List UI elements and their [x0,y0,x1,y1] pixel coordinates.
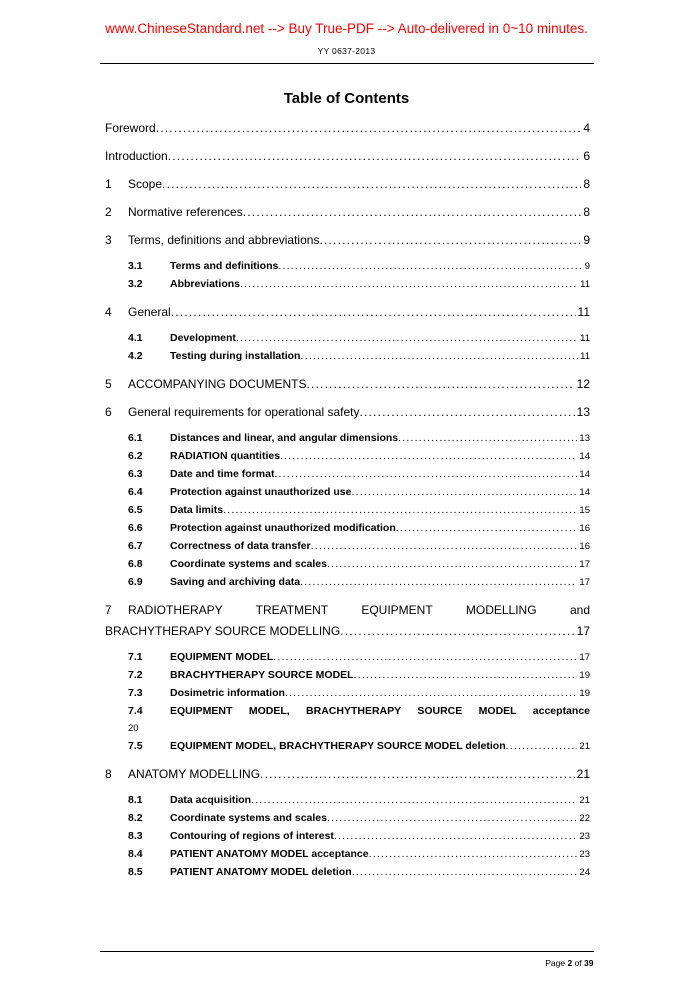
toc-leader-dots [311,540,578,553]
toc-entry-page: 14 [579,451,590,462]
toc-entry-page: 11 [580,351,590,362]
toc-leader-dots [334,830,578,843]
toc-entry-number: 7.4 [128,705,143,717]
toc-leader-dots [236,332,578,345]
toc-entry-label: EQUIPMENT MODEL, BRACHYTHERAPY SOURCE MODEL acceptance [170,705,590,717]
toc-entry-page: 11 [577,305,590,319]
toc-entry-page: 17 [579,559,590,570]
toc-entry[interactable] [105,350,590,363]
toc-entry-page: 9 [584,261,590,272]
footer-of-label: of [574,958,582,968]
toc-entry-label: Terms and definitions [170,260,279,272]
toc-leader-dots [351,486,577,499]
toc-entry-number: 8.3 [128,830,143,842]
toc-leader-dots [240,278,578,291]
toc-entry-label: Data acquisition [170,794,252,806]
toc-entry-label: PATIENT ANATOMY MODEL deletion [170,866,352,878]
toc-entry-label: RADIOTHERAPY TREATMENT EQUIPMENT MODELLING and [128,603,590,617]
toc-entry-label: Coordinate systems and scales [170,558,327,570]
toc-entry[interactable] [105,558,590,571]
toc-entry-label: General requirements for operational safety [128,405,360,419]
toc-entry-label: Data limits [170,504,224,516]
toc-entry-page: 14 [579,469,590,480]
toc-entry[interactable] [105,450,590,463]
toc-entry-number: 4.2 [128,350,143,362]
toc-entry-number: 2 [105,205,112,219]
toc-entry-label: Introduction [105,149,168,163]
toc-entry-page: 23 [579,831,590,842]
toc-entry-number: 7 [105,603,112,617]
toc-leader-dots [260,767,575,781]
toc-entry-page: 9 [583,233,590,247]
toc-entry-page: 21 [579,741,590,752]
toc-entry-label: Protection against unauthorized use [170,486,352,498]
toc-entry-page: 8 [583,205,590,219]
toc-entry[interactable] [105,432,590,445]
toc-entry-page: 8 [583,177,590,191]
footer-page-label: Page [545,958,566,968]
toc-entry-label: Contouring of regions of interest [170,830,334,842]
toc-entry[interactable] [105,848,590,861]
toc-entry[interactable] [105,305,590,319]
toc-leader-dots [306,377,574,391]
toc-leader-dots [396,522,578,535]
toc-leader-dots [273,651,577,664]
footer-current-page: 2 [567,958,573,968]
toc-leader-dots [223,504,577,517]
toc-entry-number: 8.5 [128,866,143,878]
toc-entry[interactable] [105,486,590,499]
toc-entry-line [105,624,590,638]
toc-entry[interactable] [105,603,590,638]
toc-entry-page: 16 [579,523,590,534]
toc-leader-dots [168,149,582,163]
toc-entry-page: 19 [579,670,590,681]
toc-entry-number: 6.3 [128,468,143,480]
toc-entry-label: Normative references [128,205,243,219]
toc-entry-number: 6.6 [128,522,143,534]
toc-entry-number: 8.2 [128,812,143,824]
toc-leader-dots [274,468,577,481]
toc-entry[interactable] [105,177,590,191]
toc-entry[interactable] [105,121,590,135]
toc-entry[interactable] [105,866,590,879]
toc-entry[interactable] [105,377,590,391]
toc-entry[interactable] [105,149,590,163]
toc-entry-page: 23 [579,849,590,860]
footer-divider [100,951,594,952]
toc-entry-line [105,603,590,617]
toc-entry[interactable] [105,740,590,753]
toc-entry-label: Dosimetric information [170,687,285,699]
toc-entry-number: 3.1 [128,260,143,272]
toc-entry-page: 4 [583,121,590,135]
toc-entry-page: 12 [576,377,590,391]
toc-entry-label: Distances and linear, and angular dimensions [170,432,399,444]
toc-title: Table of Contents [283,90,410,107]
toc-entry-page: 17 [579,652,590,663]
toc-entry-page: 20 [128,723,139,734]
toc-entry[interactable] [105,468,590,481]
toc-entry[interactable] [105,522,590,535]
toc-entry-number: 6.9 [128,576,143,588]
toc-entry[interactable] [105,669,590,682]
toc-leader-dots [340,624,574,638]
header-divider [100,63,594,64]
toc-entry-page: 16 [579,541,590,552]
toc-entry-label: RADIATION quantities [170,450,281,462]
toc-leader-dots [251,794,577,807]
toc-entry-page: 13 [579,433,590,444]
toc-entry-page: 15 [579,505,590,516]
toc-entry[interactable] [105,812,590,825]
toc-entry-page: 11 [580,279,590,290]
toc-entry-page: 17 [576,624,590,638]
toc-entry-label: Testing during installation [170,350,301,362]
toc-leader-dots [300,350,578,363]
toc-entry-number: 3 [105,233,112,247]
toc-entry[interactable] [105,576,590,589]
toc-entry-number: 5 [105,377,112,391]
toc-list [105,121,590,879]
toc-entry-number: 7.1 [128,651,143,663]
toc-entry-label: PATIENT ANATOMY MODEL acceptance [170,848,369,860]
toc-entry-label: Date and time format [170,468,275,480]
toc-entry-label: ANATOMY MODELLING [128,767,261,781]
toc-entry-label: EQUIPMENT MODEL, BRACHYTHERAPY SOURCE MODEL deletion [170,740,506,752]
toc-entry-label: Correctness of data transfer [170,540,311,552]
footer-total-pages: 39 [584,958,594,968]
toc-leader-dots [285,687,577,700]
toc-entry-label: Terms, definitions and abbreviations [128,233,320,247]
toc-entry[interactable] [105,651,590,664]
toc-entry-label: Protection against unauthorized modification [170,522,396,534]
toc-leader-dots [352,866,578,879]
toc-leader-dots [327,558,577,571]
toc-entry-number: 6.1 [128,432,143,444]
toc-entry-page: 11 [580,333,590,344]
toc-entry-number: 6.5 [128,504,143,516]
toc-entry-page: 21 [579,795,590,806]
toc-leader-dots [156,121,582,135]
toc-entry-label: Abbreviations [170,278,241,290]
toc-entry[interactable] [105,260,590,273]
toc-leader-dots [300,576,577,589]
toc-entry[interactable] [105,830,590,843]
toc-entry-page: 6 [583,149,590,163]
toc-leader-dots [171,305,576,319]
toc-entry[interactable] [105,233,590,247]
toc-leader-dots [506,740,578,753]
toc-entry[interactable] [105,405,590,419]
toc-entry-number: 6.7 [128,540,143,552]
toc-leader-dots [278,260,582,273]
toc-entry-label: BRACHYTHERAPY SOURCE MODEL [170,669,354,681]
toc-entry-number: 6.4 [128,486,143,498]
toc-entry-number: 3.2 [128,278,143,290]
toc-leader-dots [280,450,577,463]
toc-entry-page: 17 [579,577,590,588]
toc-entry[interactable] [105,278,590,291]
toc-entry-page: 22 [579,813,590,824]
toc-entry-page: 21 [576,767,590,781]
toc-entry[interactable] [105,767,590,781]
toc-leader-dots [327,812,577,825]
toc-entry-number: 6.8 [128,558,143,570]
toc-leader-dots [359,405,574,419]
toc-entry-number: 7.5 [128,740,143,752]
pdf-document-page [0,21,693,968]
toc-leader-dots [162,177,581,191]
toc-entry[interactable] [105,540,590,553]
vendor-banner-link[interactable]: www.ChineseStandard.net --> Buy True-PDF --> Auto-delivered in 0~10 minutes. [105,21,588,36]
toc-entry-page: 14 [579,487,590,498]
toc-entry-number: 4.1 [128,332,143,344]
toc-entry-number: 6.2 [128,450,143,462]
toc-entry-label: Development [170,332,236,344]
toc-entry-number: 7.2 [128,669,143,681]
toc-entry-page: 24 [579,867,590,878]
toc-leader-dots [369,848,578,861]
toc-entry-page: 13 [576,405,590,419]
toc-entry-label: Foreword [105,121,156,135]
toc-entry-label: Saving and archiving data [170,576,301,588]
toc-entry-number: 6 [105,405,112,419]
toc-entry-number: 7.3 [128,687,143,699]
toc-leader-dots [319,233,581,247]
toc-leader-dots [243,205,582,219]
toc-leader-dots [354,669,578,682]
toc-entry[interactable] [105,332,590,345]
toc-entry-number: 8 [105,767,112,781]
toc-entry-number: 4 [105,305,112,319]
toc-entry[interactable] [105,687,590,700]
toc-entry-number: 1 [105,177,112,191]
toc-entry-label: Scope [128,177,163,191]
toc-leader-dots [398,432,577,445]
toc-entry[interactable] [105,794,590,807]
page-footer [0,951,693,968]
toc-entry[interactable] [105,205,590,219]
toc-entry-label: EQUIPMENT MODEL [170,651,274,663]
toc-entry-number: 8.1 [128,794,143,806]
toc-entry-label: BRACHYTHERAPY SOURCE MODELLING [105,624,341,638]
toc-entry-page: 19 [579,688,590,699]
toc-entry-label: General [128,305,171,319]
standard-number: YY 0637-2013 [317,46,376,56]
toc-entry-label: Coordinate systems and scales [170,812,327,824]
page-number-indicator [100,958,594,968]
toc-entry[interactable] [105,705,590,735]
toc-entry-number: 8.4 [128,848,143,860]
toc-entry-line [128,705,590,718]
toc-entry[interactable] [105,504,590,517]
toc-entry-label: ACCOMPANYING DOCUMENTS [128,377,307,391]
